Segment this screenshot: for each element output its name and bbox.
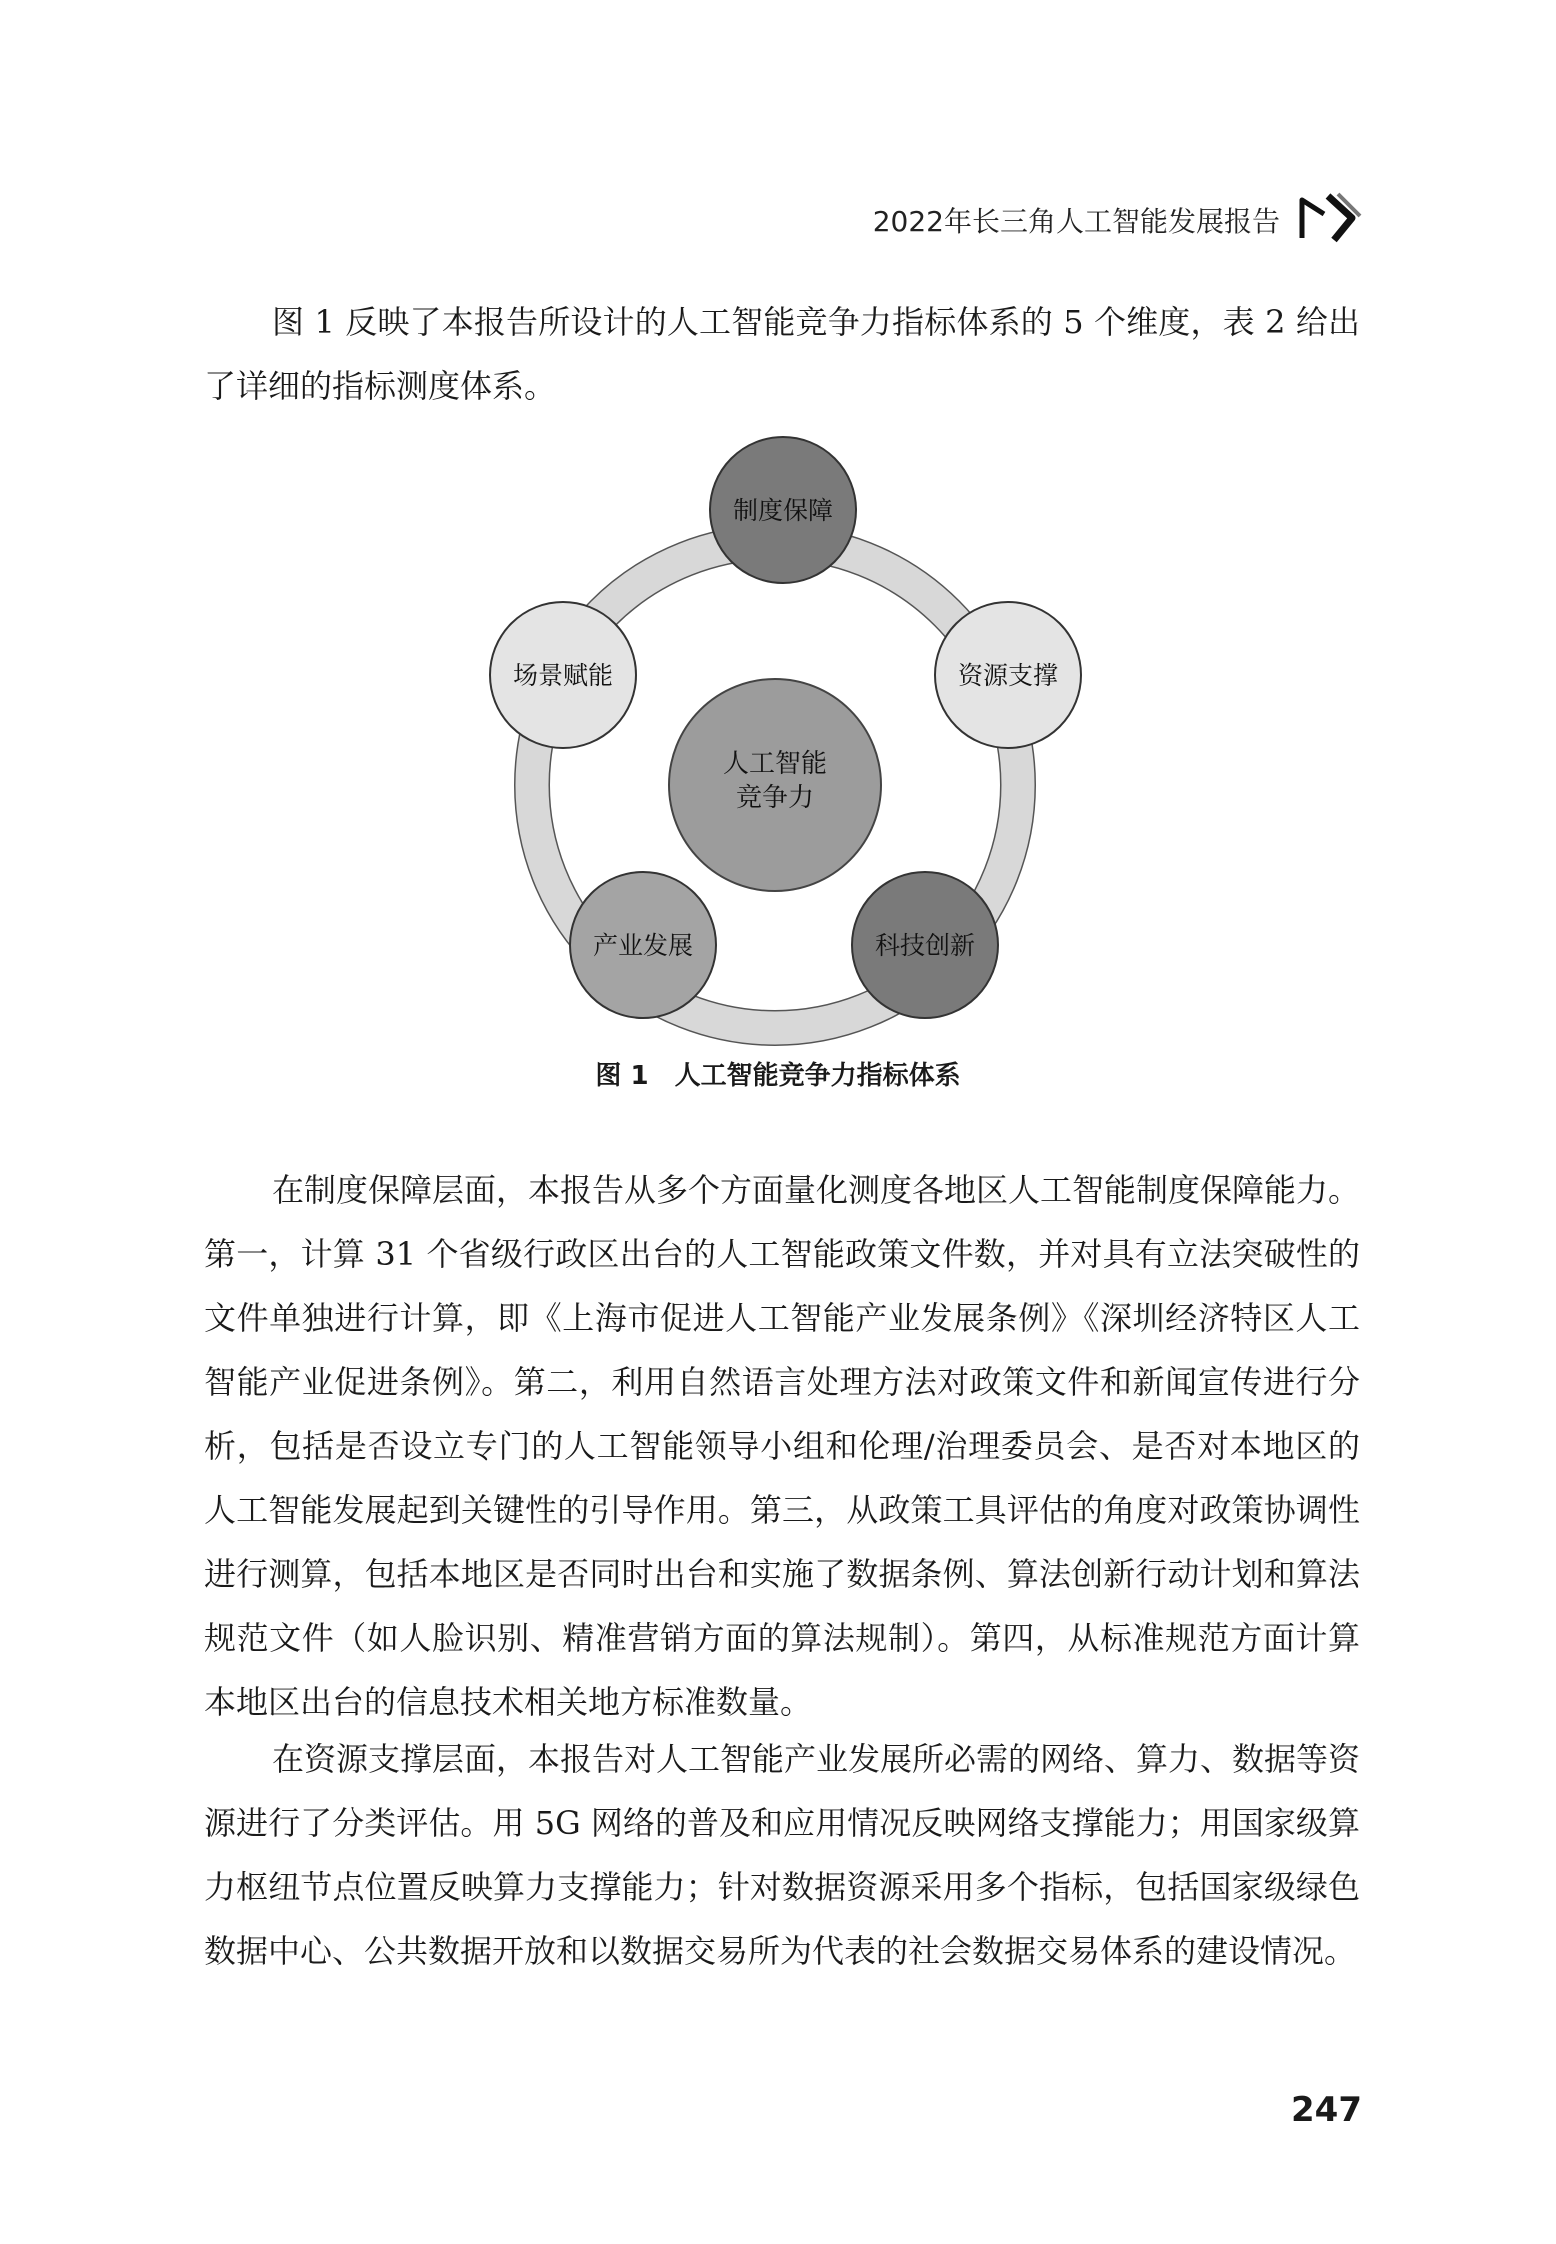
node-bottom-right-label: 科技创新 <box>874 931 976 960</box>
node-top-label: 制度保障 <box>732 496 834 525</box>
node-left-label: 场景赋能 <box>512 661 614 690</box>
node-right-label: 资源支撑 <box>957 661 1059 690</box>
paragraph-institutional: 在制度保障层面，本报告从多个方面量化测度各地区人工智能制度保障能力。第一，计算 31 个省级行政区出台的人工智能政策文件数，并对具有立法突破性的文件单独进行计算，即《上海市促进人工智能产业发展条例》《深圳经济特区人工智能产业促进条例》。第二，利用自然语言处理方法对政策文件和新闻宣传进行分析，包括是否设立专门的人工智能领导小组和伦理/治理委员会、是否对本地区的人工智能发展起到关键性的引导作用。第三，从政策工具评估的角度对政策协调性进行测算，包括本地区是否同时出台和实施了数据条例、算法创新行动计划和算法规范文件（如人脸识别、精准营销方面的算法规制）。第四，从标准规范方面计算本地区出台的信息技术相关地方标准数量。 <box>204 1171 1361 1721</box>
chapter-arrow-icon <box>1298 188 1364 244</box>
node-bottom-left-label: 产业发展 <box>592 931 694 960</box>
figure-caption <box>400 1055 1156 1092</box>
caption-number: 图 1 <box>595 1061 649 1091</box>
center-label-line1: 人工智能 <box>722 749 828 779</box>
competitiveness-diagram <box>512 430 1059 1040</box>
page-number: 247 <box>1291 2090 1362 2130</box>
caption-title: 人工智能竞争力指标体系 <box>674 1061 961 1091</box>
intro-paragraph: 图 1 反映了本报告所设计的人工智能竞争力指标体系的 5 个维度，表 2 给出了详细的指标测度体系。 <box>204 303 1360 405</box>
center-label-line2: 竞争力 <box>735 783 815 813</box>
running-header: 2022年长三角人工智能发展报告 <box>872 205 1280 238</box>
paragraph-resource: 在资源支撑层面，本报告对人工智能产业发展所必需的网络、算力、数据等资源进行了分类评估。用 5G 网络的普及和应用情况反映网络支撑能力；用国家级算力枢纽节点位置反映算力支撑能力；针对数据资源采用多个指标，包括国家级绿色数据中心、公共数据开放和以数据交易所为代表的社会数据交易体系的建设情况。 <box>204 1740 1361 1970</box>
